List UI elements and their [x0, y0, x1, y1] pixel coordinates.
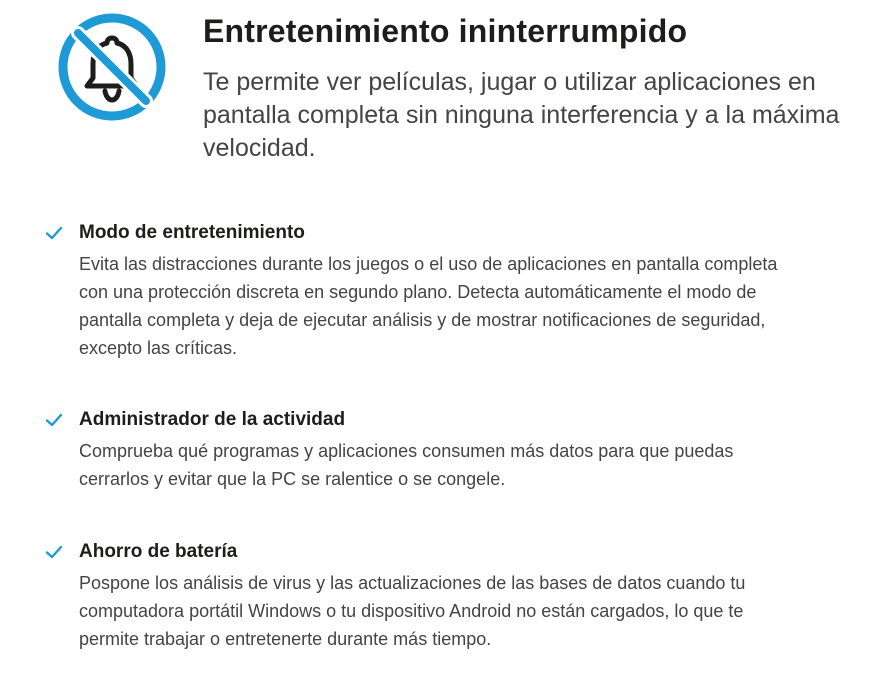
feature-description: Evita las distracciones durante los juegos o el uso de aplicaciones en pantalla completa con una protección discreta en segundo plano. Detecta automáticamente el modo de pantalla completa y deja de ejecutar análisis y de mostrar notificaciones de seguridad, excepto las críticas. [79, 254, 778, 358]
feature-title: Ahorro de batería [79, 541, 238, 562]
feature-description: Pospone los análisis de virus y las actualizaciones de las bases de datos cuando tu computadora portátil Windows o tu dispositivo Android no están cargados, lo que te permite trabajar o entretenerte durante más tiempo. [79, 573, 746, 649]
hero-description: Te permite ver películas, jugar o utilizar aplicaciones en pantalla completa sin ninguna interferencia y a la máxima velocidad. [203, 68, 840, 162]
checkmark-icon [45, 413, 63, 427]
checkmark-icon [45, 226, 63, 240]
feature-description: Comprueba qué programas y aplicaciones consumen más datos para que puedas cerrarlos y evitar que la PC se ralentice o se congele. [79, 441, 734, 489]
feature-title: Modo de entretenimiento [79, 222, 305, 243]
page-title: Entretenimiento ininterrumpido [203, 13, 688, 49]
feature-title: Administrador de la actividad [79, 409, 346, 430]
checkmark-icon [45, 545, 63, 559]
